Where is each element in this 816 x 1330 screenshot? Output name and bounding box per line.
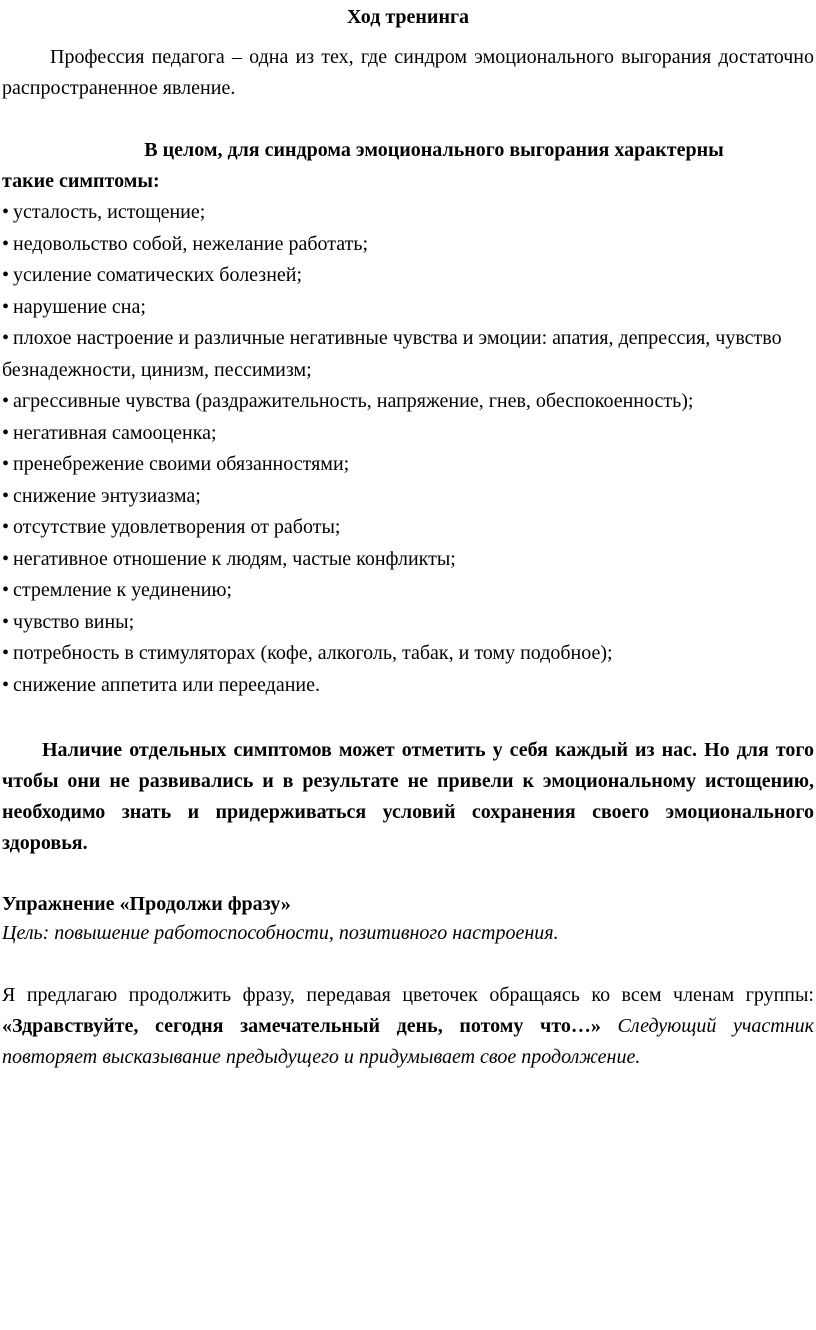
- bullet-icon: •: [2, 610, 10, 633]
- list-item-text: чувство вины;: [13, 610, 135, 633]
- list-item: [2, 638, 814, 670]
- list-item-text: пренебрежение своими обязанностями;: [13, 453, 350, 475]
- intro-paragraph: Профессия педагога – одна из тех, где синдром эмоционального выгорания достаточно распространенное явление.: [2, 46, 814, 99]
- list-item-text: негативная самооценка;: [13, 421, 217, 444]
- list-item-text: нарушение сна;: [13, 295, 146, 318]
- bullet-icon: •: [2, 453, 10, 475]
- note-paragraph: [2, 735, 814, 859]
- list-item-text: недовольство собой, нежелание работать;: [13, 232, 369, 255]
- bullet-icon: •: [2, 547, 10, 570]
- list-item-text: плохое настроение и различные негативные чувства и эмоции: апатия, депрессия, чувство безнадежности, цинизм, пессимизм;: [2, 327, 782, 381]
- list-item-text: стремление к уединению;: [13, 579, 232, 601]
- list-item: [2, 323, 814, 386]
- symptoms-heading-line2: такие симптомы:: [2, 170, 160, 192]
- bullet-icon: •: [2, 232, 10, 255]
- list-item: [2, 607, 814, 639]
- note-rest: Но для того чтобы они не развивались и в результате не привели к эмоциональному истощению, необходимо знать и придерживаться условий сохранения своего эмоционального здоровья.: [2, 739, 815, 854]
- instruction-note: Следующий участник повторяет высказывание предыдущего и придумывает свое продолжение.: [2, 1015, 815, 1068]
- symptoms-heading-line1: В целом, для синдрома эмоционального выгорания характерны: [144, 139, 724, 161]
- bullet-icon: •: [2, 516, 10, 538]
- exercise-instruction: [2, 980, 814, 1073]
- symptoms-list: [2, 197, 814, 701]
- list-item: [2, 418, 814, 450]
- bullet-icon: •: [2, 390, 10, 412]
- bullet-icon: •: [2, 421, 10, 444]
- instruction-phrase: «Здравствуйте, сегодня замечательный день, потому что…»: [2, 1015, 601, 1037]
- exercise-goal: Цель: повышение работоспособности, позитивного настроения.: [2, 922, 559, 944]
- list-item-text: снижение аппетита или переедание.: [13, 673, 321, 696]
- bullet-icon: •: [2, 327, 10, 349]
- bullet-icon: •: [2, 642, 10, 664]
- list-item: [2, 449, 814, 481]
- list-item: [2, 481, 814, 513]
- exercise-section: [2, 890, 814, 1073]
- list-item: [2, 292, 814, 324]
- list-item: [2, 512, 814, 544]
- list-item-text: снижение энтузиазма;: [13, 484, 201, 507]
- bullet-icon: •: [2, 201, 10, 223]
- list-item: [2, 544, 814, 576]
- list-item: [2, 229, 814, 261]
- symptoms-heading: [2, 135, 814, 197]
- list-item: [2, 386, 814, 418]
- bullet-icon: •: [2, 673, 10, 696]
- list-item-text: негативное отношение к людям, частые конфликты;: [13, 547, 456, 570]
- note-lead: Наличие отдельных симптомов может отметить у себя каждый из нас.: [42, 739, 698, 761]
- list-item: [2, 197, 814, 229]
- bullet-icon: •: [2, 295, 10, 318]
- list-item-text: усиление соматических болезней;: [13, 264, 303, 286]
- list-item-text: отсутствие удовлетворения от работы;: [13, 516, 341, 538]
- list-item-text: усталость, истощение;: [13, 201, 206, 223]
- list-item: [2, 575, 814, 607]
- bullet-icon: •: [2, 579, 10, 601]
- list-item-text: потребность в стимуляторах (кофе, алкоголь, табак, и тому подобное);: [13, 642, 613, 664]
- exercise-title: Упражнение «Продолжи фразу»: [2, 893, 291, 915]
- bullet-icon: •: [2, 484, 10, 507]
- bullet-icon: •: [2, 264, 10, 286]
- list-item: [2, 670, 814, 702]
- list-item-text: агрессивные чувства (раздражительность, напряжение, гнев, обеспокоенность);: [13, 390, 694, 412]
- list-item: [2, 260, 814, 292]
- instruction-text: Я предлагаю продолжить фразу, передавая цветочек обращаясь ко всем членам группы:: [2, 984, 814, 1006]
- document-title: Ход тренинга: [346, 6, 470, 28]
